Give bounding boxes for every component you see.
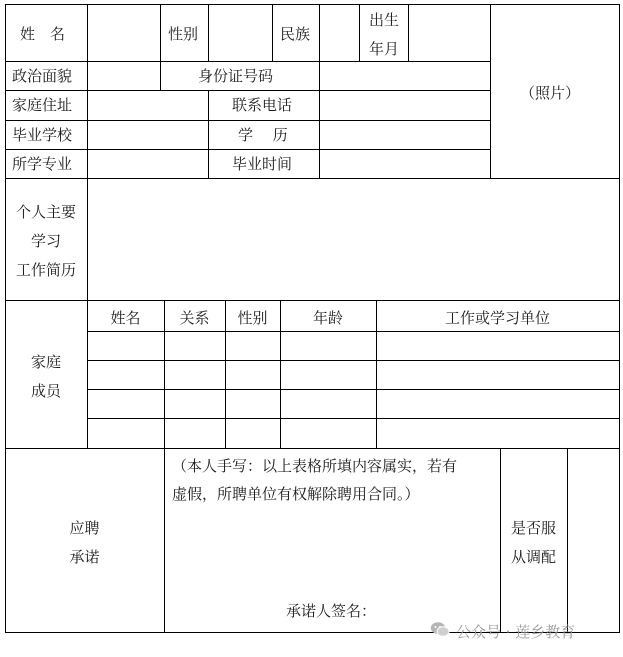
rule-row4 [5, 149, 490, 150]
col-commit1 [164, 448, 165, 633]
rule-fam2 [87, 360, 619, 361]
col-r1g [408, 4, 409, 62]
label-birth-2: 年月 [369, 40, 400, 58]
commitment-text-2: 虚假，所聘单位有权解除聘用合同。） [172, 485, 420, 503]
col-mid-right [319, 61, 320, 179]
rule-row2 [5, 90, 490, 91]
label-transfer-1: 是否服 [510, 519, 556, 537]
col-r1b [160, 4, 161, 62]
label-resume-2: 学习 [30, 232, 61, 250]
rule-family-bottom [5, 448, 619, 449]
header-name: 姓名 [110, 309, 141, 327]
header-relation: 关系 [179, 309, 210, 327]
header-workplace: 工作或学习单位 [444, 309, 550, 327]
rule-row3 [5, 120, 490, 121]
rule-fam3 [87, 389, 619, 390]
signature-label: 承诺人签名： [286, 602, 377, 620]
col-r1e [319, 4, 320, 62]
rule-row5 [5, 178, 619, 179]
header-age: 年龄 [312, 309, 343, 327]
label-transfer-2: 从调配 [510, 548, 556, 566]
rule-fam4 [87, 418, 619, 419]
label-education: 学 历 [238, 126, 288, 144]
label-commitment-1: 应聘 [69, 519, 100, 537]
wechat-icon [430, 621, 450, 642]
col-r1c [208, 4, 209, 62]
col-r1a [87, 4, 88, 179]
label-family-2: 成员 [30, 382, 61, 400]
label-birth-1: 出生 [369, 11, 400, 29]
border-left [5, 4, 6, 633]
col-photo-left [490, 4, 491, 179]
label-major: 所学专业 [12, 155, 73, 173]
label-commitment-2: 承诺 [69, 548, 100, 566]
border-top [5, 4, 619, 5]
label-name: 姓 名 [20, 25, 66, 43]
col-resume [87, 178, 88, 301]
commitment-text-1: （本人手写：以上表格所填内容属实，若有 [172, 457, 458, 475]
label-resume-1: 个人主要 [15, 203, 76, 221]
label-id-number: 身份证号码 [198, 67, 274, 85]
col-commit2 [500, 448, 501, 633]
col-mid-left [208, 90, 209, 179]
label-political: 政治面貌 [12, 67, 73, 85]
label-family-1: 家庭 [30, 353, 61, 371]
label-gender: 性别 [168, 25, 199, 43]
col-r2 [160, 61, 161, 91]
label-ethnicity: 民族 [280, 25, 311, 43]
col-r1d [272, 4, 273, 62]
label-school: 毕业学校 [12, 126, 73, 144]
rule-fam1 [87, 331, 619, 332]
photo-placeholder: （照片） [520, 84, 581, 102]
label-phone: 联系电话 [232, 96, 293, 114]
header-gender: 性别 [237, 309, 268, 327]
watermark-text: 公众号 · 莲乡教育 [456, 623, 576, 641]
label-address: 家庭住址 [12, 96, 73, 114]
label-resume-3: 工作简历 [15, 261, 76, 279]
label-grad-time: 毕业时间 [232, 155, 293, 173]
rule-row1 [5, 61, 490, 62]
rule-resume [5, 300, 619, 301]
watermark [430, 621, 575, 642]
col-commit3 [567, 448, 568, 633]
col-r1f [359, 4, 360, 62]
border-right [619, 4, 620, 633]
